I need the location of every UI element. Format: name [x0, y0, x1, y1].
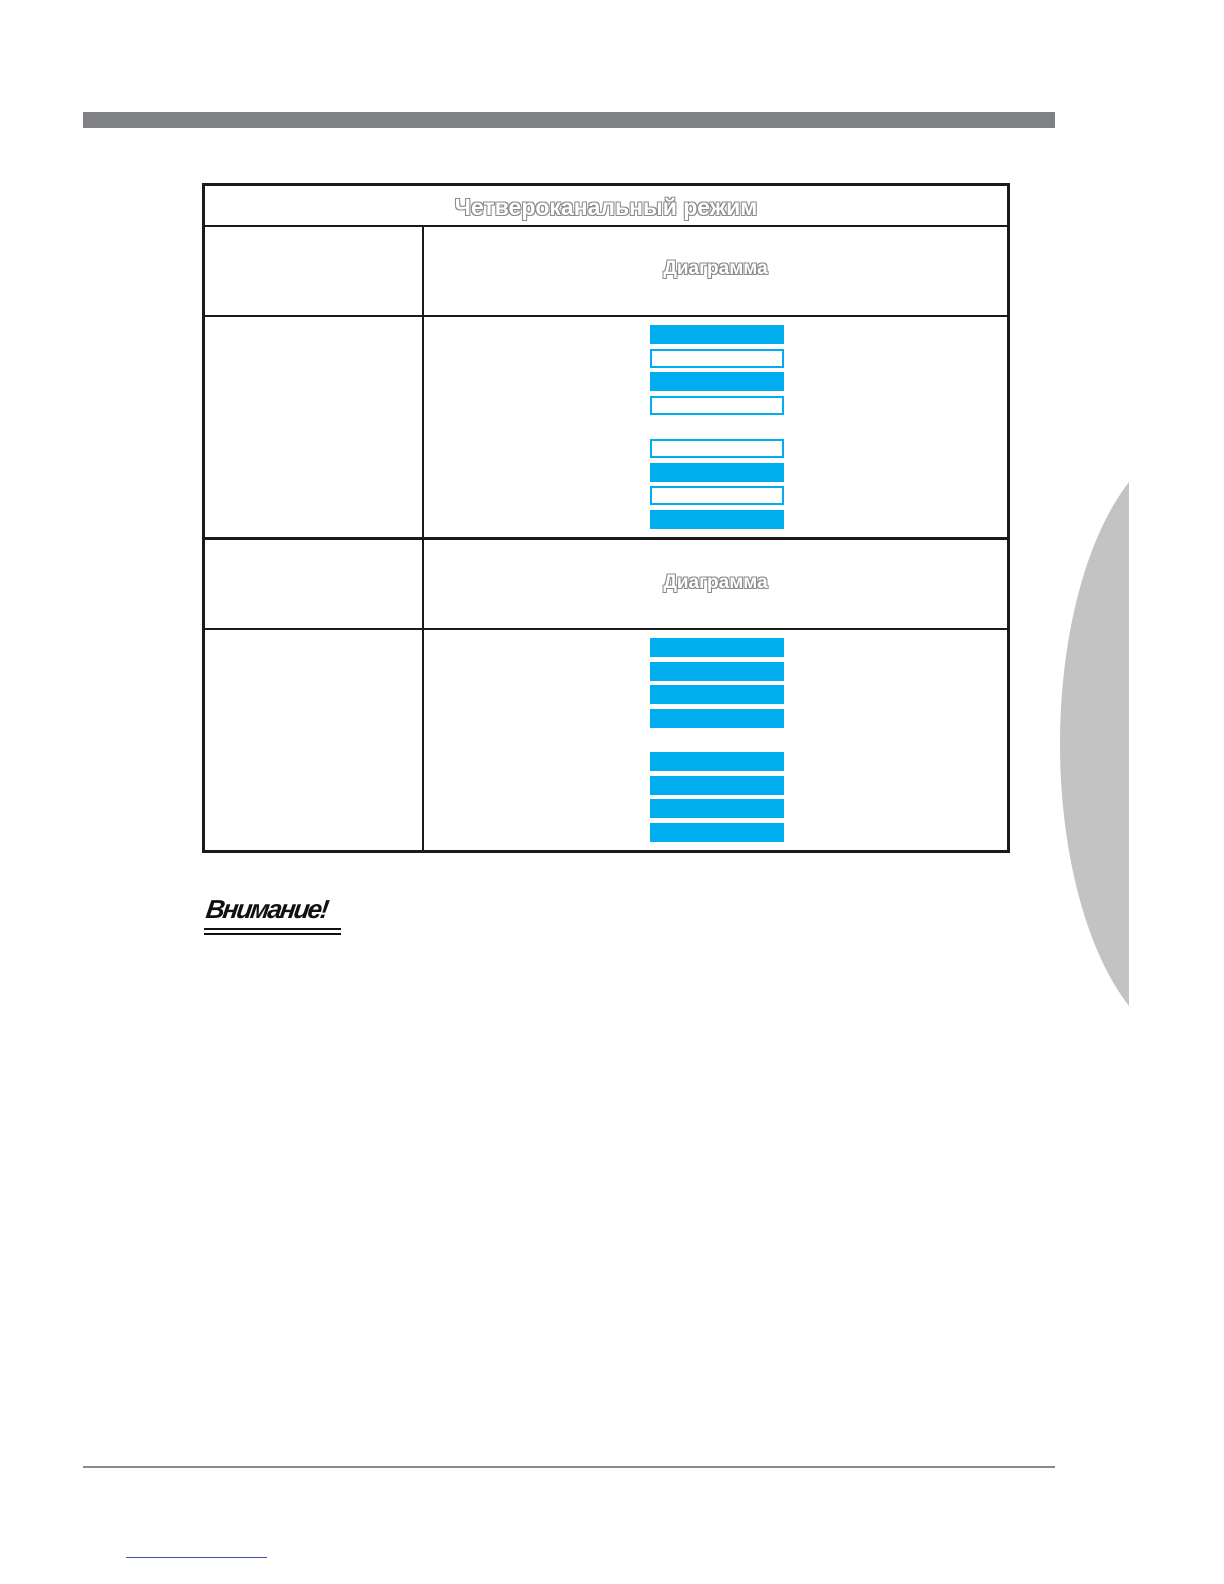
table-title: Четвероканальный режим	[454, 194, 758, 220]
dimm-slot-4-filled	[650, 709, 784, 728]
dimm-slot-4-empty	[650, 396, 784, 415]
note-underline	[204, 933, 341, 935]
dimm-slot-5-empty	[650, 439, 784, 458]
row-divider	[205, 537, 1007, 540]
note-underline	[204, 928, 341, 930]
note-heading: Внимание!	[204, 894, 330, 924]
header-bar	[83, 112, 1055, 128]
dimm-slot-6-filled	[650, 776, 784, 795]
dimm-slot-3-filled	[650, 685, 784, 704]
diagram-label-1: Диаграмма	[663, 258, 768, 279]
chapter-side-tab	[1060, 440, 1129, 1048]
dimm-slot-2-empty	[650, 349, 784, 368]
diagram-label-2: Диаграмма	[663, 572, 768, 593]
dimm-slot-8-filled	[650, 510, 784, 529]
dimm-slot-5-filled	[650, 752, 784, 771]
footer-rule	[83, 1466, 1055, 1468]
column-divider	[422, 227, 424, 853]
dimm-slot-7-filled	[650, 799, 784, 818]
table-title-row	[205, 186, 1007, 227]
row-divider	[205, 315, 1007, 317]
dimm-slot-3-filled	[650, 372, 784, 391]
row-divider	[205, 628, 1007, 630]
dimm-slot-1-filled	[650, 325, 784, 344]
dimm-slot-8-filled	[650, 823, 784, 842]
dimm-slot-6-filled	[650, 463, 784, 482]
dimm-slot-2-filled	[650, 662, 784, 681]
dimm-slot-7-empty	[650, 486, 784, 505]
quad-channel-table	[202, 183, 1010, 853]
footer-link-underline	[126, 1557, 267, 1558]
dimm-slot-1-filled	[650, 638, 784, 657]
